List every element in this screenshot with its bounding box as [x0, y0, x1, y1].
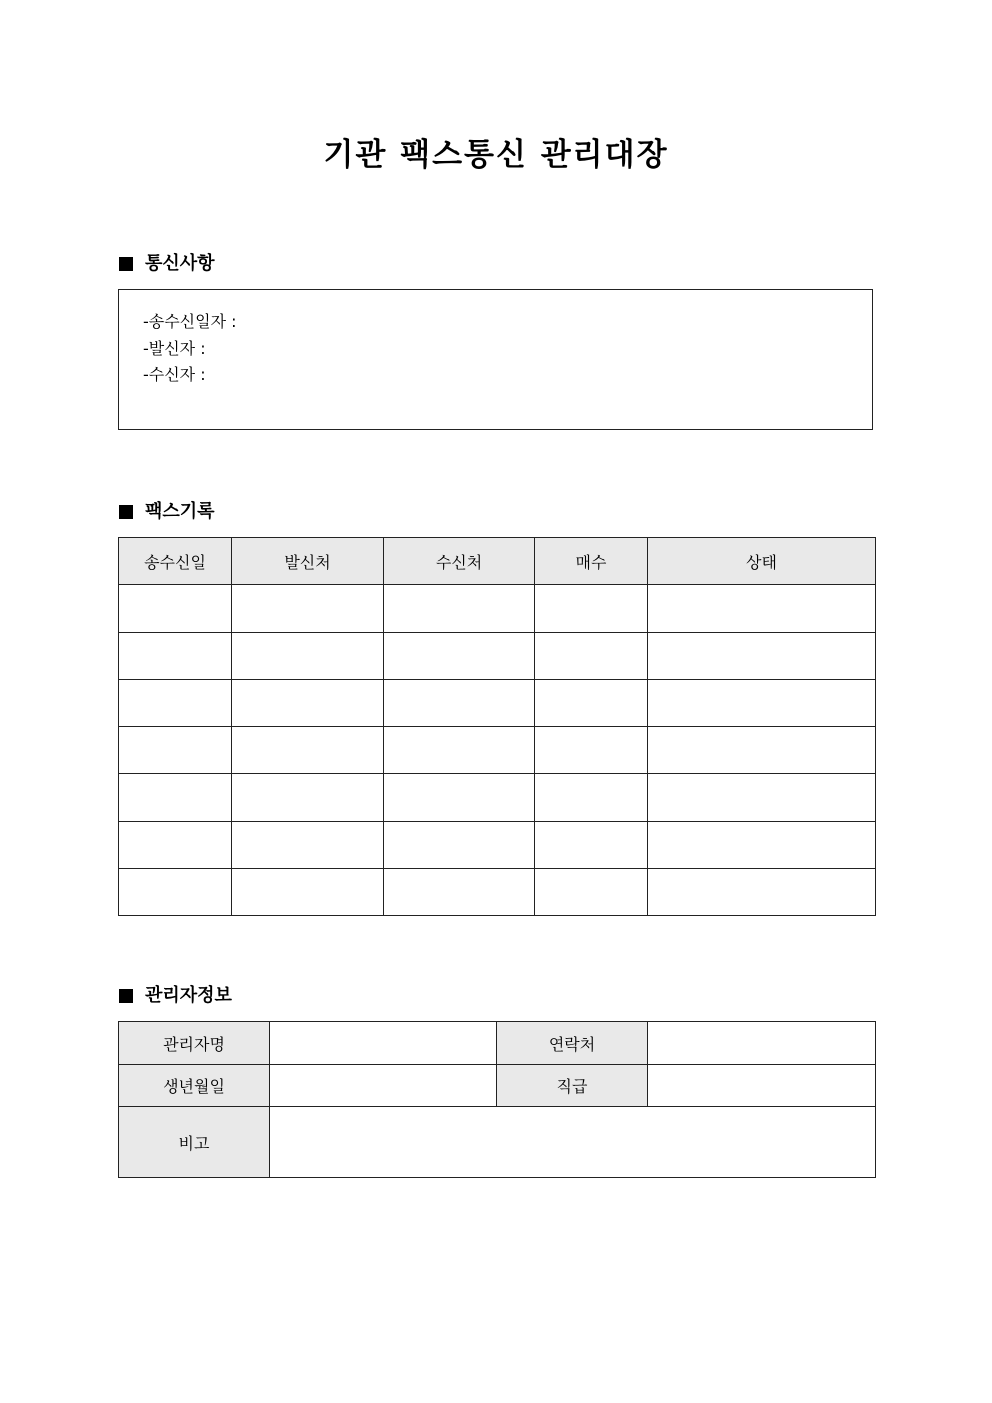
- table-cell[interactable]: [384, 679, 535, 726]
- table-cell[interactable]: [384, 774, 535, 821]
- table-cell[interactable]: [232, 727, 384, 774]
- table-cell[interactable]: [535, 774, 648, 821]
- column-header-sender: 발신처: [232, 538, 384, 585]
- contact-label: 연락처: [497, 1022, 648, 1065]
- manager-name-field[interactable]: [270, 1022, 497, 1065]
- table-row: [119, 679, 876, 726]
- contact-field[interactable]: [648, 1022, 876, 1065]
- manager-name-label: 관리자명: [119, 1022, 270, 1065]
- separator: :: [195, 338, 206, 358]
- table-cell[interactable]: [119, 821, 232, 868]
- manager-info-table: [118, 1021, 876, 1178]
- table-cell[interactable]: [648, 821, 876, 868]
- table-cell[interactable]: [535, 821, 648, 868]
- table-cell[interactable]: [119, 774, 232, 821]
- separator: :: [226, 312, 237, 331]
- table-cell[interactable]: [119, 679, 232, 726]
- column-header-date: 송수신일: [119, 538, 232, 585]
- table-cell[interactable]: [232, 632, 384, 679]
- sender-label: -발신자: [143, 338, 196, 358]
- square-bullet-icon: [119, 257, 133, 271]
- page-title: 기관 팩스통신 관리대장: [323, 137, 669, 173]
- table-cell[interactable]: [384, 821, 535, 868]
- communication-box: [118, 289, 873, 430]
- table-row: [119, 727, 876, 774]
- table-cell[interactable]: [535, 679, 648, 726]
- table-cell[interactable]: [232, 679, 384, 726]
- table-row: [119, 774, 876, 821]
- table-cell[interactable]: [232, 869, 384, 916]
- section-heading-communication: [119, 252, 215, 276]
- send-receive-date-label: -송수신일자: [143, 312, 227, 331]
- column-header-status: 상태: [648, 538, 876, 585]
- manager-row-name: [119, 1022, 876, 1065]
- remarks-label: 비고: [119, 1107, 270, 1178]
- recipient-label: -수신자: [143, 365, 196, 384]
- section-heading-manager-info: [119, 984, 232, 1008]
- column-header-recipient: 수신처: [384, 538, 535, 585]
- remarks-field[interactable]: [270, 1107, 876, 1178]
- square-bullet-icon: [119, 989, 133, 1003]
- table-header-row: [119, 538, 876, 585]
- recipient-line: [143, 362, 872, 389]
- table-cell[interactable]: [384, 727, 535, 774]
- separator: :: [195, 365, 206, 384]
- column-header-pages: 매수: [535, 538, 648, 585]
- manager-row-birth: [119, 1065, 876, 1107]
- table-row: [119, 632, 876, 679]
- table-row: [119, 821, 876, 868]
- table-cell[interactable]: [535, 869, 648, 916]
- table-cell[interactable]: [648, 869, 876, 916]
- position-label: 직급: [497, 1065, 648, 1107]
- section-heading-label: 통신사항: [145, 253, 215, 274]
- manager-row-remarks: [119, 1107, 876, 1178]
- table-cell[interactable]: [535, 727, 648, 774]
- table-cell[interactable]: [384, 632, 535, 679]
- table-cell[interactable]: [119, 632, 232, 679]
- table-cell[interactable]: [119, 727, 232, 774]
- table-cell[interactable]: [535, 632, 648, 679]
- table-cell[interactable]: [232, 774, 384, 821]
- birth-date-label: 생년월일: [119, 1065, 270, 1107]
- square-bullet-icon: [119, 505, 133, 519]
- table-cell[interactable]: [384, 585, 535, 632]
- section-heading-label: 관리자정보: [145, 985, 232, 1006]
- table-cell[interactable]: [648, 585, 876, 632]
- sender-line: [143, 336, 872, 363]
- birth-date-field[interactable]: [270, 1065, 497, 1107]
- fax-record-table: [118, 537, 876, 916]
- table-row: [119, 869, 876, 916]
- table-cell[interactable]: [535, 585, 648, 632]
- table-cell[interactable]: [384, 869, 535, 916]
- table-cell[interactable]: [232, 585, 384, 632]
- table-cell[interactable]: [648, 679, 876, 726]
- table-cell[interactable]: [119, 585, 232, 632]
- section-heading-fax-record: [119, 500, 215, 524]
- table-cell[interactable]: [119, 869, 232, 916]
- position-field[interactable]: [648, 1065, 876, 1107]
- table-cell[interactable]: [648, 632, 876, 679]
- table-cell[interactable]: [648, 774, 876, 821]
- table-cell[interactable]: [232, 821, 384, 868]
- send-receive-date-line: [143, 309, 872, 336]
- section-heading-label: 팩스기록: [145, 501, 215, 522]
- table-row: [119, 585, 876, 632]
- table-cell[interactable]: [648, 727, 876, 774]
